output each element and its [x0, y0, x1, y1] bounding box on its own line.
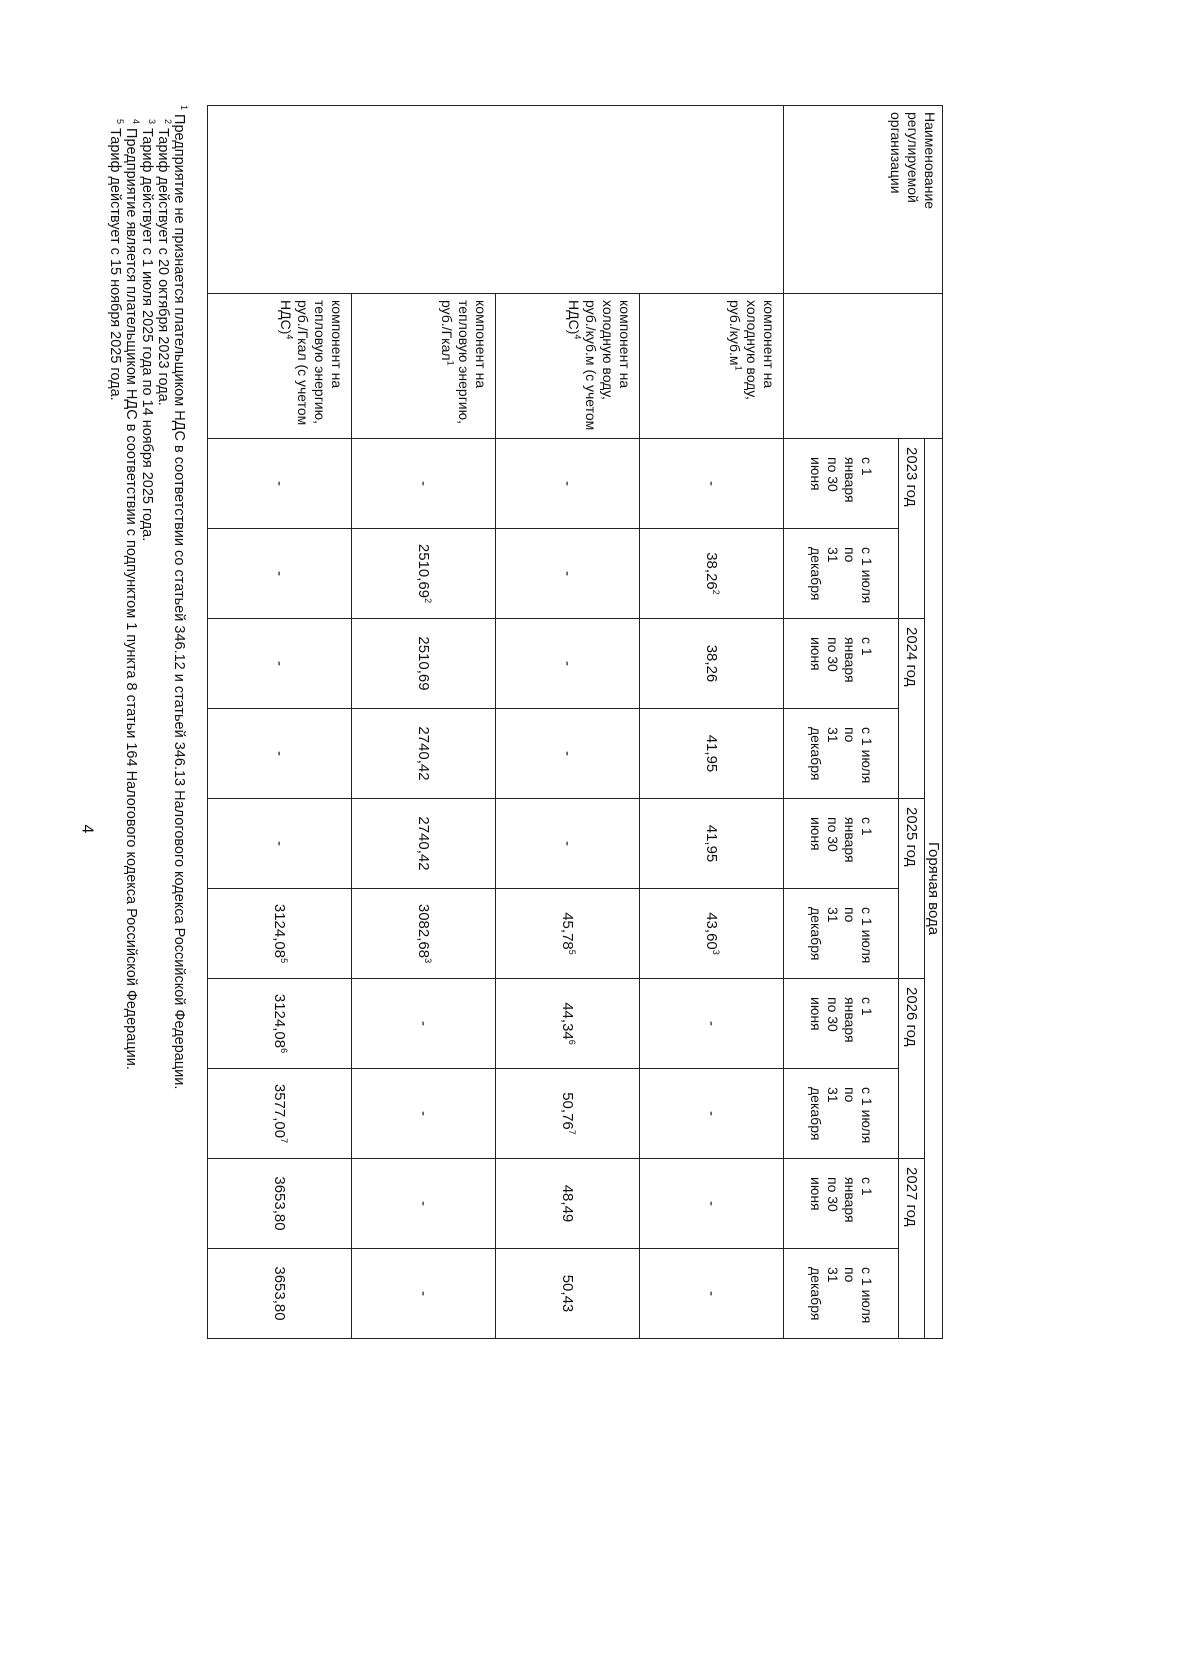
header-period-cell: [784, 799, 899, 889]
tariff-value-cell: [496, 709, 640, 799]
tariff-value-cell: [640, 799, 784, 889]
footnote-line: [139, 105, 155, 1345]
header-period-cell: [784, 1069, 899, 1159]
tariff-value: -: [559, 661, 576, 666]
tariff-value-cell: [496, 1249, 640, 1339]
tariff-value-cell: [208, 1249, 352, 1339]
header-year-2026: 2026 год: [899, 979, 925, 1159]
footnotes: [107, 105, 187, 1345]
footnote-line: [171, 105, 187, 1345]
period-line: 31 декабря: [808, 1087, 841, 1141]
tariff-value: 41,95: [703, 734, 720, 773]
tariff-value-cell: [208, 799, 352, 889]
tariff-value: -: [271, 571, 288, 576]
tariff-value: -: [271, 841, 288, 846]
tariff-footnote-mark: 5: [279, 958, 289, 964]
tariff-value: -: [559, 751, 576, 756]
tariff-value-cell: [208, 439, 352, 529]
footnote-text: Предприятие не признается плательщиком НДС в соответствии со статьей 346.12 и статьей 346.13 Налогового кодекса Российской Федерации.: [171, 114, 187, 1090]
tariff-value: -: [415, 1111, 432, 1116]
tariff-footnote-mark: 7: [279, 1138, 289, 1144]
tariff-value: 2740,42: [415, 816, 432, 871]
footnote-text: Предприятие является плательщиком НДС в соответствии с подпунктом 1 пункта 8 статьи 164 Налогового кодекса Российской Федерации.: [123, 128, 139, 1070]
tariff-value: -: [559, 571, 576, 576]
header-group-hot-water: Горячая вода: [925, 439, 943, 1339]
period-line: с 1 июля по: [842, 547, 875, 604]
tariff-value-cell: [640, 979, 784, 1069]
header-period-cell: [784, 979, 899, 1069]
row-label-text: компонент на холодную воду, руб./куб.м: [727, 300, 777, 400]
period-line: с 1 января: [842, 997, 875, 1043]
tariff-value: 50,76: [559, 1092, 576, 1130]
footnote-text: Тариф действует с 20 октября 2023 года.: [155, 128, 171, 406]
period-line: по 30 июня: [808, 997, 841, 1032]
tariff-value: -: [415, 1021, 432, 1026]
tariff-value: -: [415, 1291, 432, 1296]
tariff-value-cell: [640, 709, 784, 799]
tariff-footnote-mark: 7: [567, 1129, 577, 1135]
row-label-footnote-mark: 4: [572, 334, 583, 340]
tariff-value-cell: [352, 1159, 496, 1249]
row-label-footnote-mark: 1: [445, 360, 456, 366]
row-label: [496, 294, 640, 439]
footnote-number: 3: [146, 119, 157, 125]
header-year-2023: 2023 год: [899, 439, 925, 619]
period-line: по 30 июня: [808, 637, 841, 672]
footnote-number: 5: [114, 119, 125, 125]
tariff-value: 2510,69: [415, 543, 432, 599]
tariff-value: -: [703, 1111, 720, 1116]
row-label: [352, 294, 496, 439]
period-line: 31 декабря: [808, 1267, 841, 1321]
tariff-value-cell: [208, 529, 352, 619]
tariff-value: 2740,42: [415, 726, 432, 781]
tariff-value-cell: [352, 619, 496, 709]
tariff-value-cell: [496, 979, 640, 1069]
footnote-text: Тариф действует с 1 июля 2025 года по 14 ноября 2025 года.: [139, 128, 155, 542]
tariff-value-cell: [208, 709, 352, 799]
footnote-line: [155, 105, 171, 1345]
footnote-line: [123, 105, 139, 1345]
tariff-value-cell: [640, 1069, 784, 1159]
tariff-value-cell: [352, 799, 496, 889]
tariff-value-cell: [640, 529, 784, 619]
period-line: с 1 января: [842, 1177, 875, 1223]
tariff-value-cell: [208, 1069, 352, 1159]
tariff-value: -: [271, 481, 288, 486]
footnote-line: [107, 105, 123, 1345]
tariff-footnote-mark: 5: [567, 949, 577, 955]
tariff-value: 3124,08: [271, 903, 288, 959]
tariff-value-cell: [640, 1249, 784, 1339]
header-period-cell: [784, 709, 899, 799]
tariff-value: 45,78: [559, 912, 576, 950]
period-line: по 30 июня: [808, 457, 841, 492]
tariff-footnote-mark: 3: [711, 949, 721, 955]
tariff-value-cell: [208, 619, 352, 709]
tariff-footnote-mark: 2: [423, 598, 433, 604]
tariff-value-cell: [496, 529, 640, 619]
period-line: с 1 января: [842, 637, 875, 683]
tariff-value: -: [703, 481, 720, 486]
tariff-value: 44,34: [559, 1002, 576, 1040]
row-label: [640, 294, 784, 439]
tariff-value: -: [559, 841, 576, 846]
tariff-value-cell: [496, 1159, 640, 1249]
tariff-value: 48,49: [559, 1184, 576, 1223]
page-number: 4: [78, 824, 96, 834]
tariff-value: 3124,08: [271, 993, 288, 1049]
row-label-text: компонент на тепловую энергию, руб./Гкал (с учетом НДС): [278, 300, 345, 426]
header-period-cell: [784, 889, 899, 979]
tariff-value: -: [415, 1201, 432, 1206]
header-year-2025: 2025 год: [899, 799, 925, 979]
tariff-value: 3577,00: [271, 1083, 288, 1139]
tariff-value-cell: [352, 439, 496, 529]
tariff-value-cell: [208, 889, 352, 979]
tariff-value-cell: [208, 1159, 352, 1249]
tariff-table: [207, 105, 943, 1339]
footnote-number: 1: [178, 105, 189, 111]
period-line: с 1 июля по: [842, 1087, 875, 1144]
period-line: с 1 января: [842, 457, 875, 503]
tariff-value: 3653,80: [271, 1176, 288, 1231]
period-line: с 1 июля по: [842, 727, 875, 784]
tariff-value-cell: [496, 619, 640, 709]
tariff-value-cell: [496, 1069, 640, 1159]
tariff-value-cell: [352, 889, 496, 979]
header-organization-name: Наименование регулируемой организации: [784, 106, 943, 294]
tariff-value-cell: [352, 709, 496, 799]
tariff-value: -: [703, 1291, 720, 1296]
row-label-text: компонент на тепловую энергию, руб./Гкал: [439, 300, 489, 425]
tariff-value: -: [271, 751, 288, 756]
tariff-value-cell: [352, 1249, 496, 1339]
row-label-footnote-mark: 1: [733, 365, 744, 371]
tariff-value: 38,26: [703, 644, 720, 683]
period-line: с 1 июля по: [842, 1267, 875, 1324]
header-period-cell: [784, 619, 899, 709]
tariff-value-cell: [352, 529, 496, 619]
row-label-text: компонент на холодную воду, руб./куб.м (с учетом НДС): [566, 300, 633, 431]
tariff-value: 43,60: [703, 912, 720, 950]
tariff-value: 38,26: [703, 552, 720, 590]
header-year-2024: 2024 год: [899, 619, 925, 799]
tariff-value-cell: [496, 889, 640, 979]
header-period-cell: [784, 1249, 899, 1339]
tariff-value: -: [703, 1201, 720, 1206]
tariff-value: 2510,69: [415, 636, 432, 691]
row-label-footnote-mark: 4: [284, 334, 295, 340]
header-blank: [784, 294, 943, 439]
tariff-value-cell: [352, 1069, 496, 1159]
tariff-value: -: [559, 481, 576, 486]
tariff-value: 3082,68: [415, 903, 432, 959]
period-line: по 30 июня: [808, 1177, 841, 1212]
period-line: с 1 июля по: [842, 907, 875, 964]
tariff-value: -: [415, 481, 432, 486]
period-line: 31 декабря: [808, 907, 841, 961]
tariff-value: 41,95: [703, 824, 720, 863]
tariff-value-cell: [640, 439, 784, 529]
tariff-value: -: [271, 661, 288, 666]
row-label: [208, 294, 352, 439]
period-line: 31 декабря: [808, 727, 841, 781]
tariff-value-cell: [640, 889, 784, 979]
tariff-footnote-mark: 3: [423, 958, 433, 964]
period-line: с 1 января: [842, 817, 875, 863]
tariff-footnote-mark: 6: [279, 1048, 289, 1054]
tariff-value-cell: [640, 619, 784, 709]
tariff-value-cell: [352, 979, 496, 1069]
period-line: 31 декабря: [808, 547, 841, 601]
header-period-cell: [784, 529, 899, 619]
tariff-value: 3653,80: [271, 1266, 288, 1321]
header-period-cell: [784, 439, 899, 529]
tariff-value-cell: [496, 799, 640, 889]
tariff-value-cell: [496, 439, 640, 529]
footnote-text: Тариф действует с 15 ноября 2025 года.: [107, 128, 123, 401]
footnote-number: 2: [162, 119, 173, 125]
tariff-value-cell: [640, 1159, 784, 1249]
tariff-footnote-mark: 2: [711, 589, 721, 595]
header-period-cell: [784, 1159, 899, 1249]
header-year-2027: 2027 год: [899, 1159, 925, 1339]
tariff-value-cell: [208, 979, 352, 1069]
organization-name-cell: [208, 106, 784, 294]
tariff-value: 50,43: [559, 1274, 576, 1313]
tariff-value: -: [703, 1021, 720, 1026]
period-line: по 30 июня: [808, 817, 841, 852]
tariff-footnote-mark: 6: [567, 1039, 577, 1045]
footnote-number: 4: [130, 119, 141, 125]
